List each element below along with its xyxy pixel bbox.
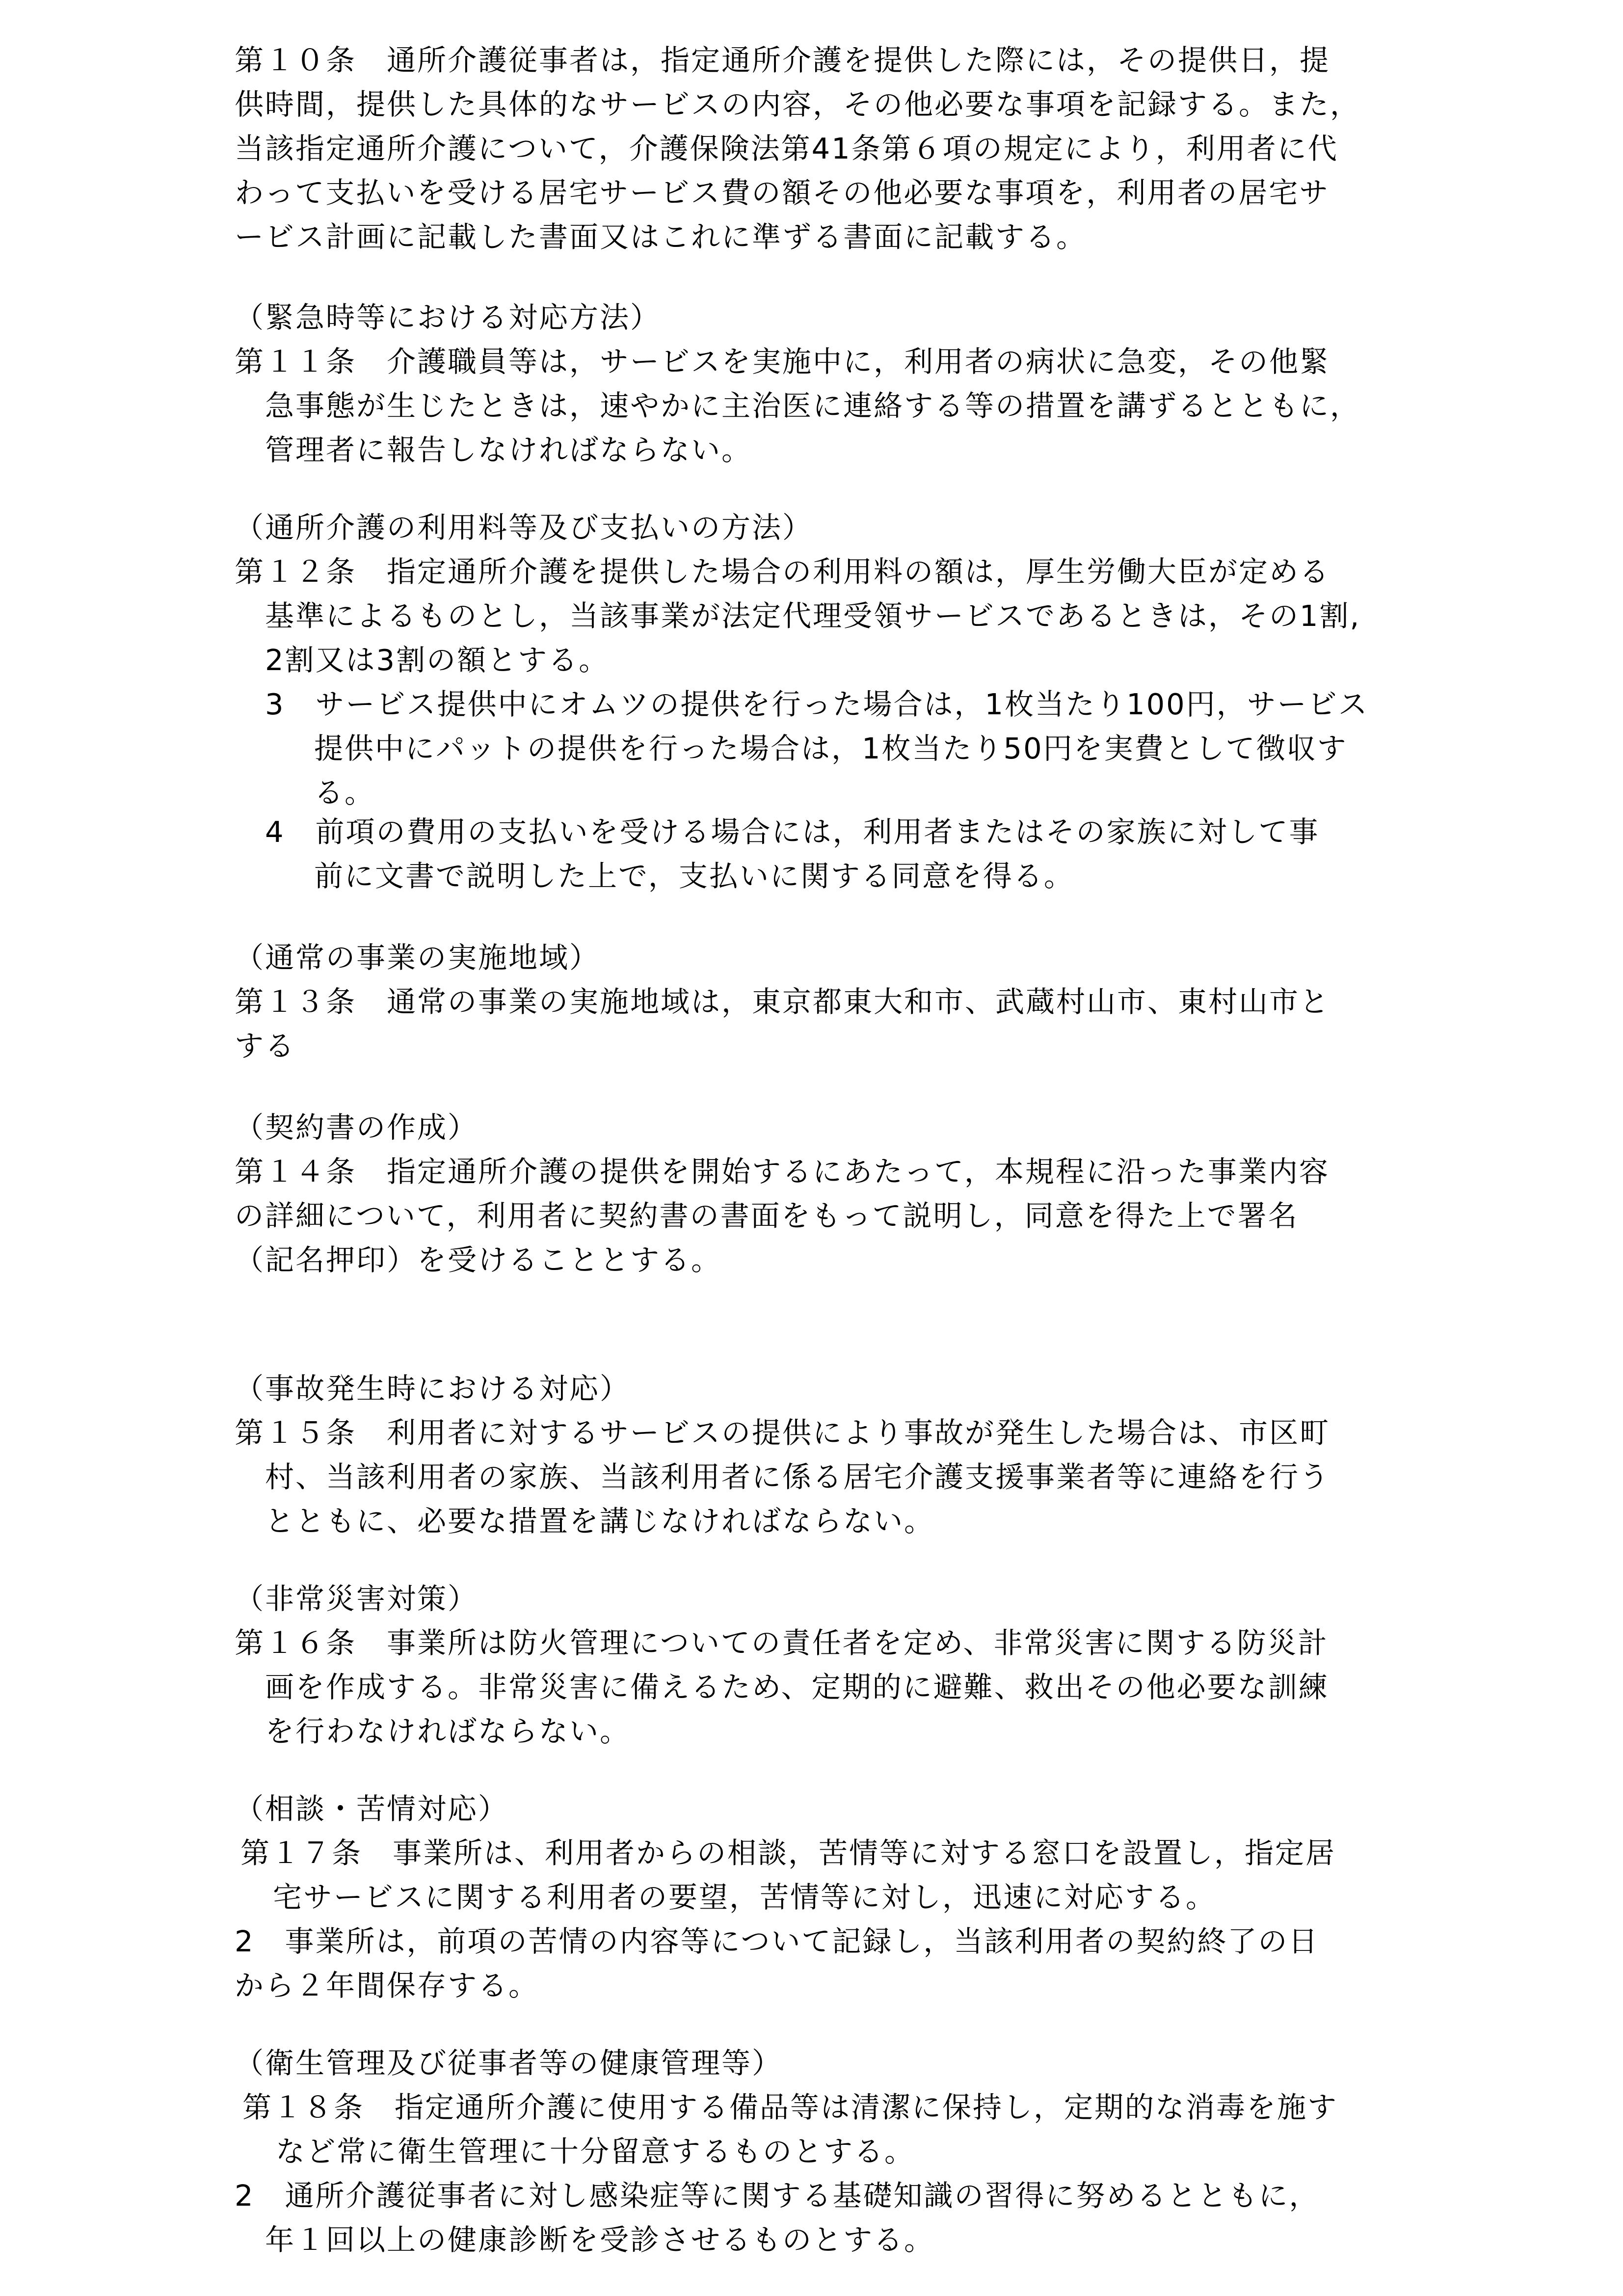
section-heading: （契約書の作成） [235, 1110, 479, 1144]
section-heading: （事故発生時における対応） [235, 1372, 631, 1405]
article-15-line-1: 第１５条 利用者に対するサービスの提供により事故が発生した場合は、市区町 [235, 1416, 1330, 1450]
article-10-line-5: ービス計画に記載した書面又はこれに準ずる書面に記載する。 [235, 220, 1087, 254]
article-10-line-3: 当該指定通所介護について，介護保険法第41条第６項の規定により，利用者に代 [235, 132, 1338, 165]
article-11-line-2: 急事態が生じたときは，速やかに主治医に連絡する等の措置を講ずるとともに， [265, 389, 1361, 423]
article-13-line-1: 第１３条 通常の事業の実施地域は，東京都東大和市、武蔵村山市、東村山市と [235, 985, 1330, 1019]
section-heading: （緊急時等における対応方法） [235, 300, 661, 334]
article-18-item-2-line-2: 年１回以上の健康診断を受診させるものとする。 [265, 2223, 935, 2257]
article-12-item-4-line-2: 前に文書で説明した上で，支払いに関する同意を得る。 [314, 859, 1074, 893]
article-11-line-3: 管理者に報告しなければならない。 [265, 433, 752, 467]
article-17-line-1: 第１７条 事業所は、利用者からの相談，苦情等に対する窓口を設置し，指定居 [240, 1836, 1336, 1870]
article-17-item-2-line-2: から２年間保存する。 [235, 1969, 539, 2002]
article-16-line-3: を行わなければならない。 [265, 1714, 631, 1748]
article-11-line-1: 第１１条 介護職員等は，サービスを実施中に，利用者の病状に急変，その他緊 [235, 345, 1330, 378]
article-12-item-3-line-3: る。 [314, 776, 375, 810]
article-14-line-1: 第１４条 指定通所介護の提供を開始するにあたって，本規程に沿った事業内容 [235, 1155, 1330, 1189]
section-heading: （衛生管理及び従事者等の健康管理等） [235, 2046, 783, 2080]
article-15-line-2: 村、当該利用者の家族、当該利用者に係る居宅介護支援事業者等に連絡を行う [265, 1460, 1330, 1494]
article-12-item-3-line-2: 提供中にパットの提供を行った場合は，1枚当たり50円を実費として徴収す [314, 731, 1348, 765]
article-18-line-2: など常に衛生管理に十分留意するものとする。 [276, 2134, 915, 2168]
article-16-line-1: 第１６条 事業所は防火管理についての責任者を定め、非常災害に関する防災計 [235, 1626, 1329, 1660]
article-14-line-2: の詳細について，利用者に契約書の書面をもって説明し，同意を得た上で署名 [235, 1199, 1299, 1233]
article-17-line-2: 宅サービスに関する利用者の要望，苦情等に対し，迅速に対応する。 [273, 1880, 1217, 1914]
article-10-line-2: 供時間，提供した具体的なサービスの内容，その他必要な事項を記録する。また， [235, 87, 1361, 121]
article-16-line-2: 画を作成する。非常災害に備えるため、定期的に避難、救出その他必要な訓練 [265, 1670, 1329, 1704]
article-18-line-1: 第１８条 指定通所介護に使用する備品等は清潔に保持し，定期的な消毒を施す [242, 2090, 1338, 2124]
article-18-item-2-line-1: 2 通所介護従事者に対し感染症等に関する基礎知識の習得に努めるとともに， [235, 2179, 1320, 2213]
section-heading: （非常災害対策） [235, 1582, 479, 1616]
section-heading: （通所介護の利用料等及び支払いの方法） [235, 511, 813, 544]
article-12-line-3: 2割又は3割の額とする。 [265, 643, 610, 677]
section-heading: （相談・苦情対応） [235, 1792, 509, 1826]
article-12-item-4-line-1: 4 前項の費用の支払いを受ける場合には，利用者またはその家族に対して事 [265, 815, 1320, 849]
article-12-line-2: 基準によるものとし，当該事業が法定代理受領サービスであるときは，その1割, [265, 599, 1361, 633]
article-10-line-4: わって支払いを受ける居宅サービス費の額その他必要な事項を，利用者の居宅サ [235, 176, 1330, 210]
article-17-item-2-line-1: 2 事業所は，前項の苦情の内容等について記録し，当該利用者の契約終了の日 [235, 1924, 1319, 1958]
article-15-line-3: とともに、必要な措置を講じなければならない。 [265, 1504, 935, 1538]
article-12-line-1: 第１２条 指定通所介護を提供した場合の利用料の額は，厚生労働大臣が定める [235, 555, 1330, 589]
article-14-line-3: （記名押印）を受けることとする。 [235, 1243, 722, 1277]
article-10-line-1: 第１０条 通所介護従事者は，指定通所介護を提供した際には，その提供日，提 [235, 43, 1330, 77]
article-13-line-2: する [235, 1029, 296, 1063]
section-heading: （通常の事業の実施地域） [235, 941, 600, 974]
article-12-item-3-line-1: 3 サービス提供中にオムツの提供を行った場合は，1枚当たり100円，サービス [265, 687, 1369, 721]
